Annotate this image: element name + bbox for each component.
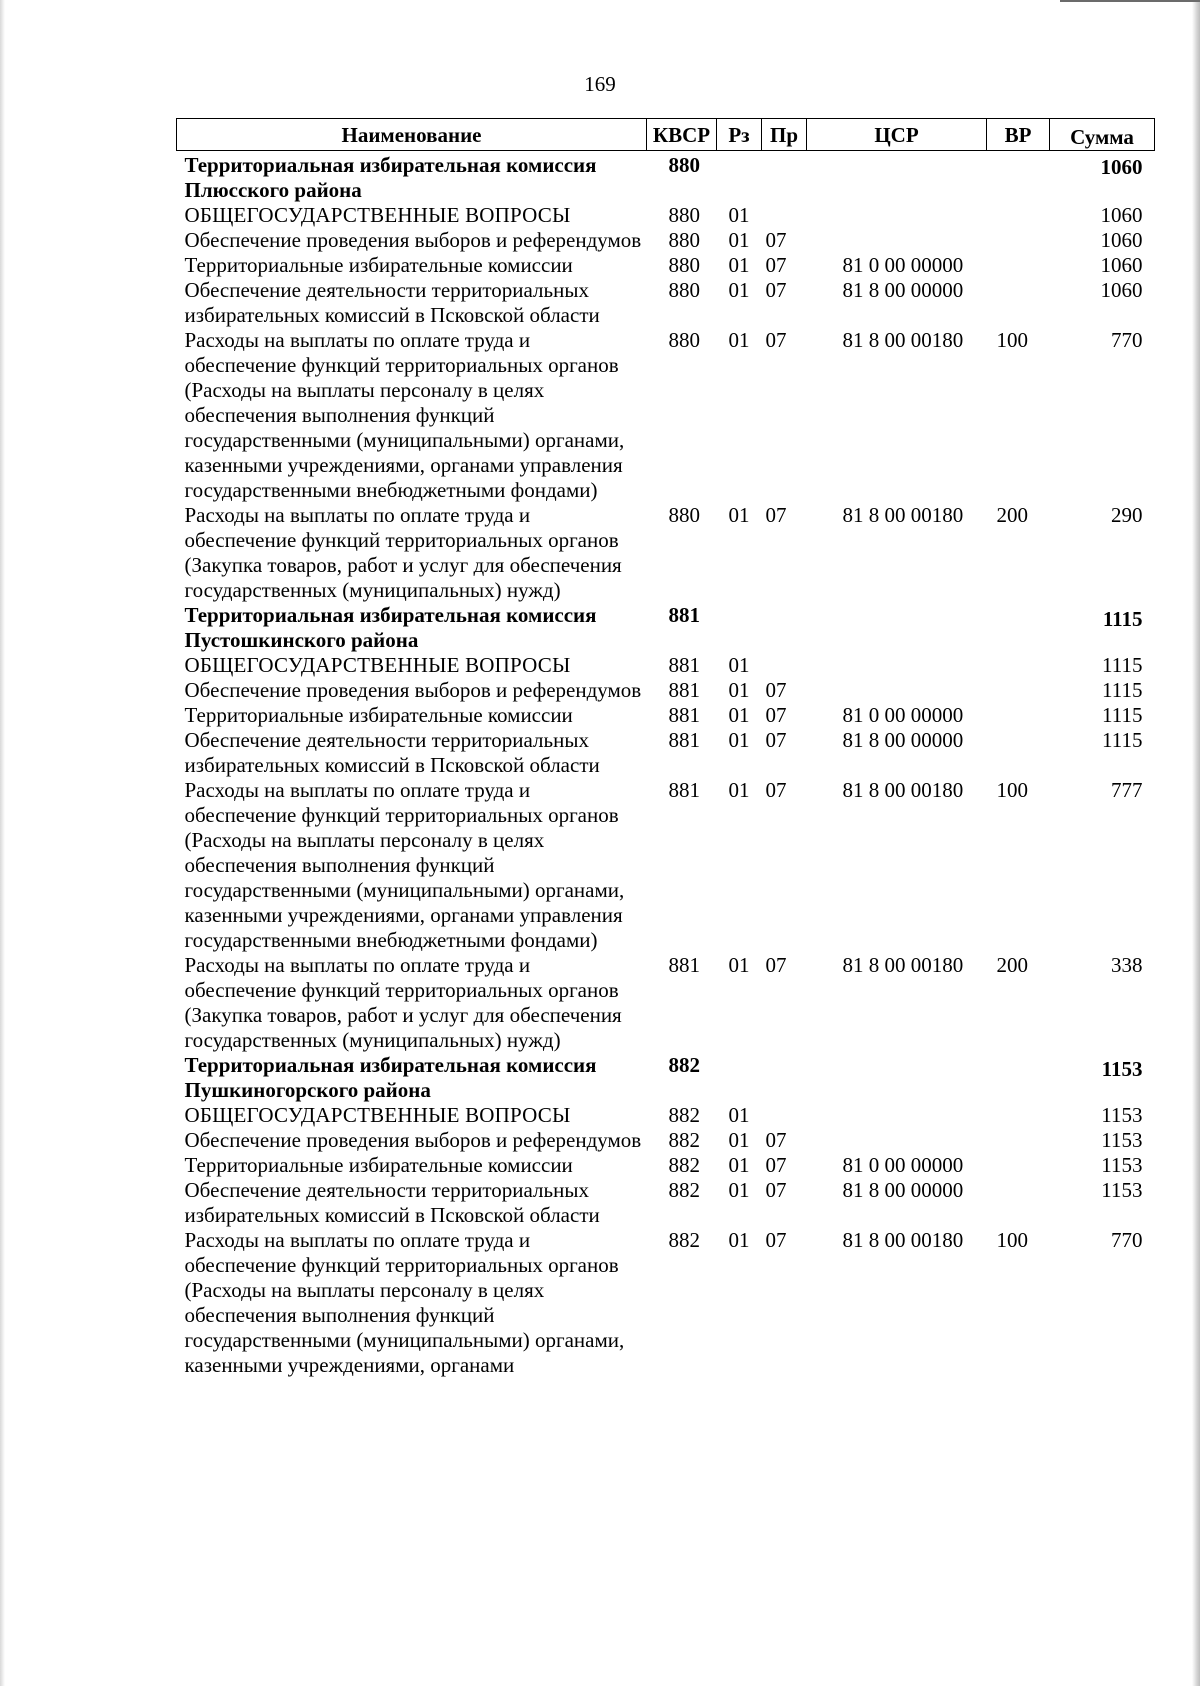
cell-rz: 01 (728, 1228, 750, 1252)
cell-rz: 01 (728, 778, 750, 802)
cell-kvsr: 881 (668, 953, 700, 977)
cell-pr (762, 203, 807, 228)
cell-csr: 81 0 00 00000 (842, 1153, 964, 1177)
cell-vr: 100 (996, 328, 1028, 352)
cell-name: Расходы на выплаты по оплате труда и обеспечение функций территориальных органов (Расходы на выплаты персоналу в целях обеспечения выполнения функций государственными (муниципальными) органами, казенными учреждениями, органами (184, 1228, 625, 1377)
cell-rz (717, 151, 762, 204)
cell-csr (807, 678, 987, 703)
cell-sum: 1060 (1100, 228, 1143, 252)
cell-sum: 1060 (1100, 155, 1143, 179)
cell-kvsr: 880 (668, 228, 700, 252)
cell-sum: 1060 (1100, 278, 1143, 302)
cell-name: Обеспечение деятельности территориальных избирательных комиссий в Псковской области (184, 728, 600, 777)
cell-sum: 1115 (1102, 728, 1143, 752)
cell-csr (807, 203, 987, 228)
cell-rz (717, 1053, 762, 1103)
cell-sum: 1115 (1102, 703, 1143, 727)
cell-kvsr: 882 (668, 1128, 700, 1152)
cell-kvsr: 880 (668, 328, 700, 352)
cell-vr (987, 728, 1050, 778)
cell-vr: 100 (996, 778, 1028, 802)
header-vr: ВР (987, 119, 1050, 151)
table-row (177, 503, 1155, 603)
cell-vr (987, 678, 1050, 703)
cell-vr (987, 228, 1050, 253)
cell-csr: 81 0 00 00000 (842, 703, 964, 727)
cell-vr (987, 703, 1050, 728)
cell-name: ОБЩЕГОСУДАРСТВЕННЫЕ ВОПРОСЫ (184, 1103, 571, 1127)
cell-pr (762, 1053, 807, 1103)
cell-pr: 07 (765, 253, 787, 277)
cell-pr: 07 (765, 503, 787, 527)
cell-rz: 01 (728, 653, 750, 677)
cell-pr (762, 653, 807, 678)
cell-kvsr: 882 (668, 1228, 700, 1252)
cell-vr (987, 653, 1050, 678)
cell-name: Территориальная избирательная комиссия Пустошкинского района (184, 603, 597, 652)
cell-csr: 81 8 00 00180 (842, 328, 964, 352)
table-row (177, 678, 1155, 703)
cell-pr: 07 (765, 228, 787, 252)
cell-vr: 200 (996, 503, 1028, 527)
scan-top-rule (1060, 0, 1200, 2)
cell-pr: 07 (765, 728, 787, 752)
cell-name: Обеспечение деятельности территориальных избирательных комиссий в Псковской области (184, 1178, 600, 1227)
cell-rz: 01 (728, 1153, 750, 1177)
cell-kvsr: 880 (668, 278, 700, 302)
table-row (177, 1053, 1155, 1103)
table-row (177, 703, 1155, 728)
cell-sum: 338 (1111, 953, 1143, 977)
header-sum: Сумма (1050, 119, 1155, 151)
cell-pr: 07 (765, 278, 787, 302)
cell-vr (987, 603, 1050, 653)
cell-name: Территориальная избирательная комиссия Плюсского района (184, 153, 597, 202)
header-csr: ЦСР (807, 119, 987, 151)
cell-kvsr: 881 (668, 703, 700, 727)
table-header (177, 119, 1155, 151)
cell-vr (987, 1178, 1050, 1228)
cell-kvsr: 882 (668, 1053, 700, 1077)
cell-sum: 1115 (1102, 607, 1143, 631)
cell-pr: 07 (765, 1153, 787, 1177)
cell-name: Расходы на выплаты по оплате труда и обеспечение функций территориальных органов (Закупка товаров, работ и услуг для обеспечения государственных (муниципальных) нужд) (184, 503, 622, 602)
header-kvsr: КВСР (647, 119, 717, 151)
cell-name: ОБЩЕГОСУДАРСТВЕННЫЕ ВОПРОСЫ (184, 653, 571, 677)
cell-csr: 81 8 00 00000 (842, 728, 964, 752)
cell-csr: 81 8 00 00180 (842, 953, 964, 977)
cell-csr: 81 8 00 00000 (842, 1178, 964, 1202)
table-row (177, 203, 1155, 228)
table-row (177, 151, 1155, 204)
cell-pr: 07 (765, 1128, 787, 1152)
cell-vr (987, 1053, 1050, 1103)
table-row (177, 728, 1155, 778)
cell-rz: 01 (728, 253, 750, 277)
cell-rz: 01 (728, 278, 750, 302)
table-row (177, 1128, 1155, 1153)
cell-name: ОБЩЕГОСУДАРСТВЕННЫЕ ВОПРОСЫ (184, 203, 571, 227)
cell-name: Территориальные избирательные комиссии (184, 1153, 573, 1177)
cell-kvsr: 880 (668, 153, 700, 177)
cell-csr: 81 8 00 00180 (842, 1228, 964, 1252)
table-row (177, 953, 1155, 1053)
cell-sum: 777 (1111, 778, 1143, 802)
cell-name: Расходы на выплаты по оплате труда и обеспечение функций территориальных органов (Закупка товаров, работ и услуг для обеспечения государственных (муниципальных) нужд) (184, 953, 622, 1052)
table-row (177, 1153, 1155, 1178)
table-row (177, 778, 1155, 953)
header-name: Наименование (177, 119, 647, 151)
cell-sum: 1153 (1101, 1153, 1143, 1177)
cell-sum: 770 (1111, 328, 1143, 352)
cell-csr (807, 653, 987, 678)
cell-name: Территориальная избирательная комиссия Пушкиногорского района (184, 1053, 597, 1102)
cell-kvsr: 881 (668, 778, 700, 802)
table-row (177, 1103, 1155, 1128)
cell-pr: 07 (765, 678, 787, 702)
table-row (177, 653, 1155, 678)
table-row (177, 328, 1155, 503)
cell-name: Расходы на выплаты по оплате труда и обеспечение функций территориальных органов (Расходы на выплаты персоналу в целях обеспечения выполнения функций государственными (муниципальными) органами, казенными учреждениями, органами управления государственными внебюджетными фондами) (184, 328, 625, 502)
cell-name: Обеспечение проведения выборов и референдумов (184, 228, 642, 252)
cell-csr (807, 228, 987, 253)
cell-name: Территориальные избирательные комиссии (184, 703, 573, 727)
cell-rz: 01 (728, 203, 750, 227)
cell-sum: 290 (1111, 503, 1143, 527)
header-row (177, 119, 1155, 151)
cell-kvsr: 880 (668, 253, 700, 277)
cell-rz: 01 (728, 328, 750, 352)
header-pr: Пр (762, 119, 807, 151)
cell-csr: 81 8 00 00180 (842, 503, 964, 527)
cell-name: Обеспечение проведения выборов и референдумов (184, 1128, 642, 1152)
cell-rz: 01 (728, 678, 750, 702)
scan-edge-left (0, 0, 5, 1686)
cell-kvsr: 881 (668, 678, 700, 702)
cell-csr: 81 8 00 00000 (842, 278, 964, 302)
cell-sum: 1153 (1101, 1128, 1143, 1152)
cell-pr (762, 603, 807, 653)
budget-table (176, 118, 1155, 1378)
cell-vr (987, 151, 1050, 204)
cell-pr (762, 151, 807, 204)
table-row (177, 228, 1155, 253)
cell-kvsr: 881 (668, 603, 700, 627)
cell-vr (987, 1153, 1050, 1178)
cell-sum: 1153 (1101, 1103, 1143, 1127)
cell-pr (762, 1103, 807, 1128)
cell-name: Обеспечение проведения выборов и референдумов (184, 678, 642, 702)
cell-kvsr: 881 (668, 728, 700, 752)
cell-csr (807, 151, 987, 204)
cell-sum: 1115 (1102, 678, 1143, 702)
cell-sum: 1115 (1102, 653, 1143, 677)
cell-rz: 01 (728, 1178, 750, 1202)
cell-pr: 07 (765, 953, 787, 977)
cell-sum: 1060 (1100, 203, 1143, 227)
table-row (177, 1228, 1155, 1378)
cell-rz: 01 (728, 228, 750, 252)
cell-name: Расходы на выплаты по оплате труда и обеспечение функций территориальных органов (Расходы на выплаты персоналу в целях обеспечения выполнения функций государственными (муниципальными) органами, казенными учреждениями, органами управления государственными внебюджетными фондами) (184, 778, 625, 952)
cell-vr (987, 203, 1050, 228)
header-rz: Рз (717, 119, 762, 151)
cell-kvsr: 880 (668, 203, 700, 227)
cell-csr: 81 0 00 00000 (842, 253, 964, 277)
table-row (177, 1178, 1155, 1228)
cell-vr (987, 1128, 1050, 1153)
cell-kvsr: 881 (668, 653, 700, 677)
cell-sum: 770 (1111, 1228, 1143, 1252)
cell-rz: 01 (728, 728, 750, 752)
cell-rz: 01 (728, 1128, 750, 1152)
cell-pr: 07 (765, 1228, 787, 1252)
cell-csr: 81 8 00 00180 (842, 778, 964, 802)
cell-kvsr: 882 (668, 1153, 700, 1177)
cell-csr (807, 1053, 987, 1103)
table-row (177, 278, 1155, 328)
cell-pr: 07 (765, 703, 787, 727)
scan-edge-right (1192, 0, 1200, 1686)
table-row (177, 253, 1155, 278)
table-body (177, 151, 1155, 1379)
cell-rz: 01 (728, 1103, 750, 1127)
cell-pr: 07 (765, 328, 787, 352)
cell-sum: 1153 (1101, 1178, 1143, 1202)
cell-kvsr: 882 (668, 1178, 700, 1202)
cell-kvsr: 880 (668, 503, 700, 527)
cell-vr (987, 1103, 1050, 1128)
cell-rz: 01 (728, 503, 750, 527)
cell-pr: 07 (765, 1178, 787, 1202)
cell-csr (807, 603, 987, 653)
cell-name: Обеспечение деятельности территориальных избирательных комиссий в Псковской области (184, 278, 600, 327)
table-row (177, 603, 1155, 653)
page-number: 169 (584, 72, 616, 96)
cell-rz: 01 (728, 953, 750, 977)
cell-rz (717, 603, 762, 653)
cell-vr (987, 253, 1050, 278)
cell-csr (807, 1128, 987, 1153)
cell-csr (807, 1103, 987, 1128)
cell-vr: 200 (996, 953, 1028, 977)
cell-kvsr: 882 (668, 1103, 700, 1127)
cell-name: Территориальные избирательные комиссии (184, 253, 573, 277)
cell-vr (987, 278, 1050, 328)
cell-sum: 1060 (1100, 253, 1143, 277)
cell-pr: 07 (765, 778, 787, 802)
cell-sum: 1153 (1101, 1057, 1143, 1081)
cell-vr: 100 (996, 1228, 1028, 1252)
cell-rz: 01 (728, 703, 750, 727)
